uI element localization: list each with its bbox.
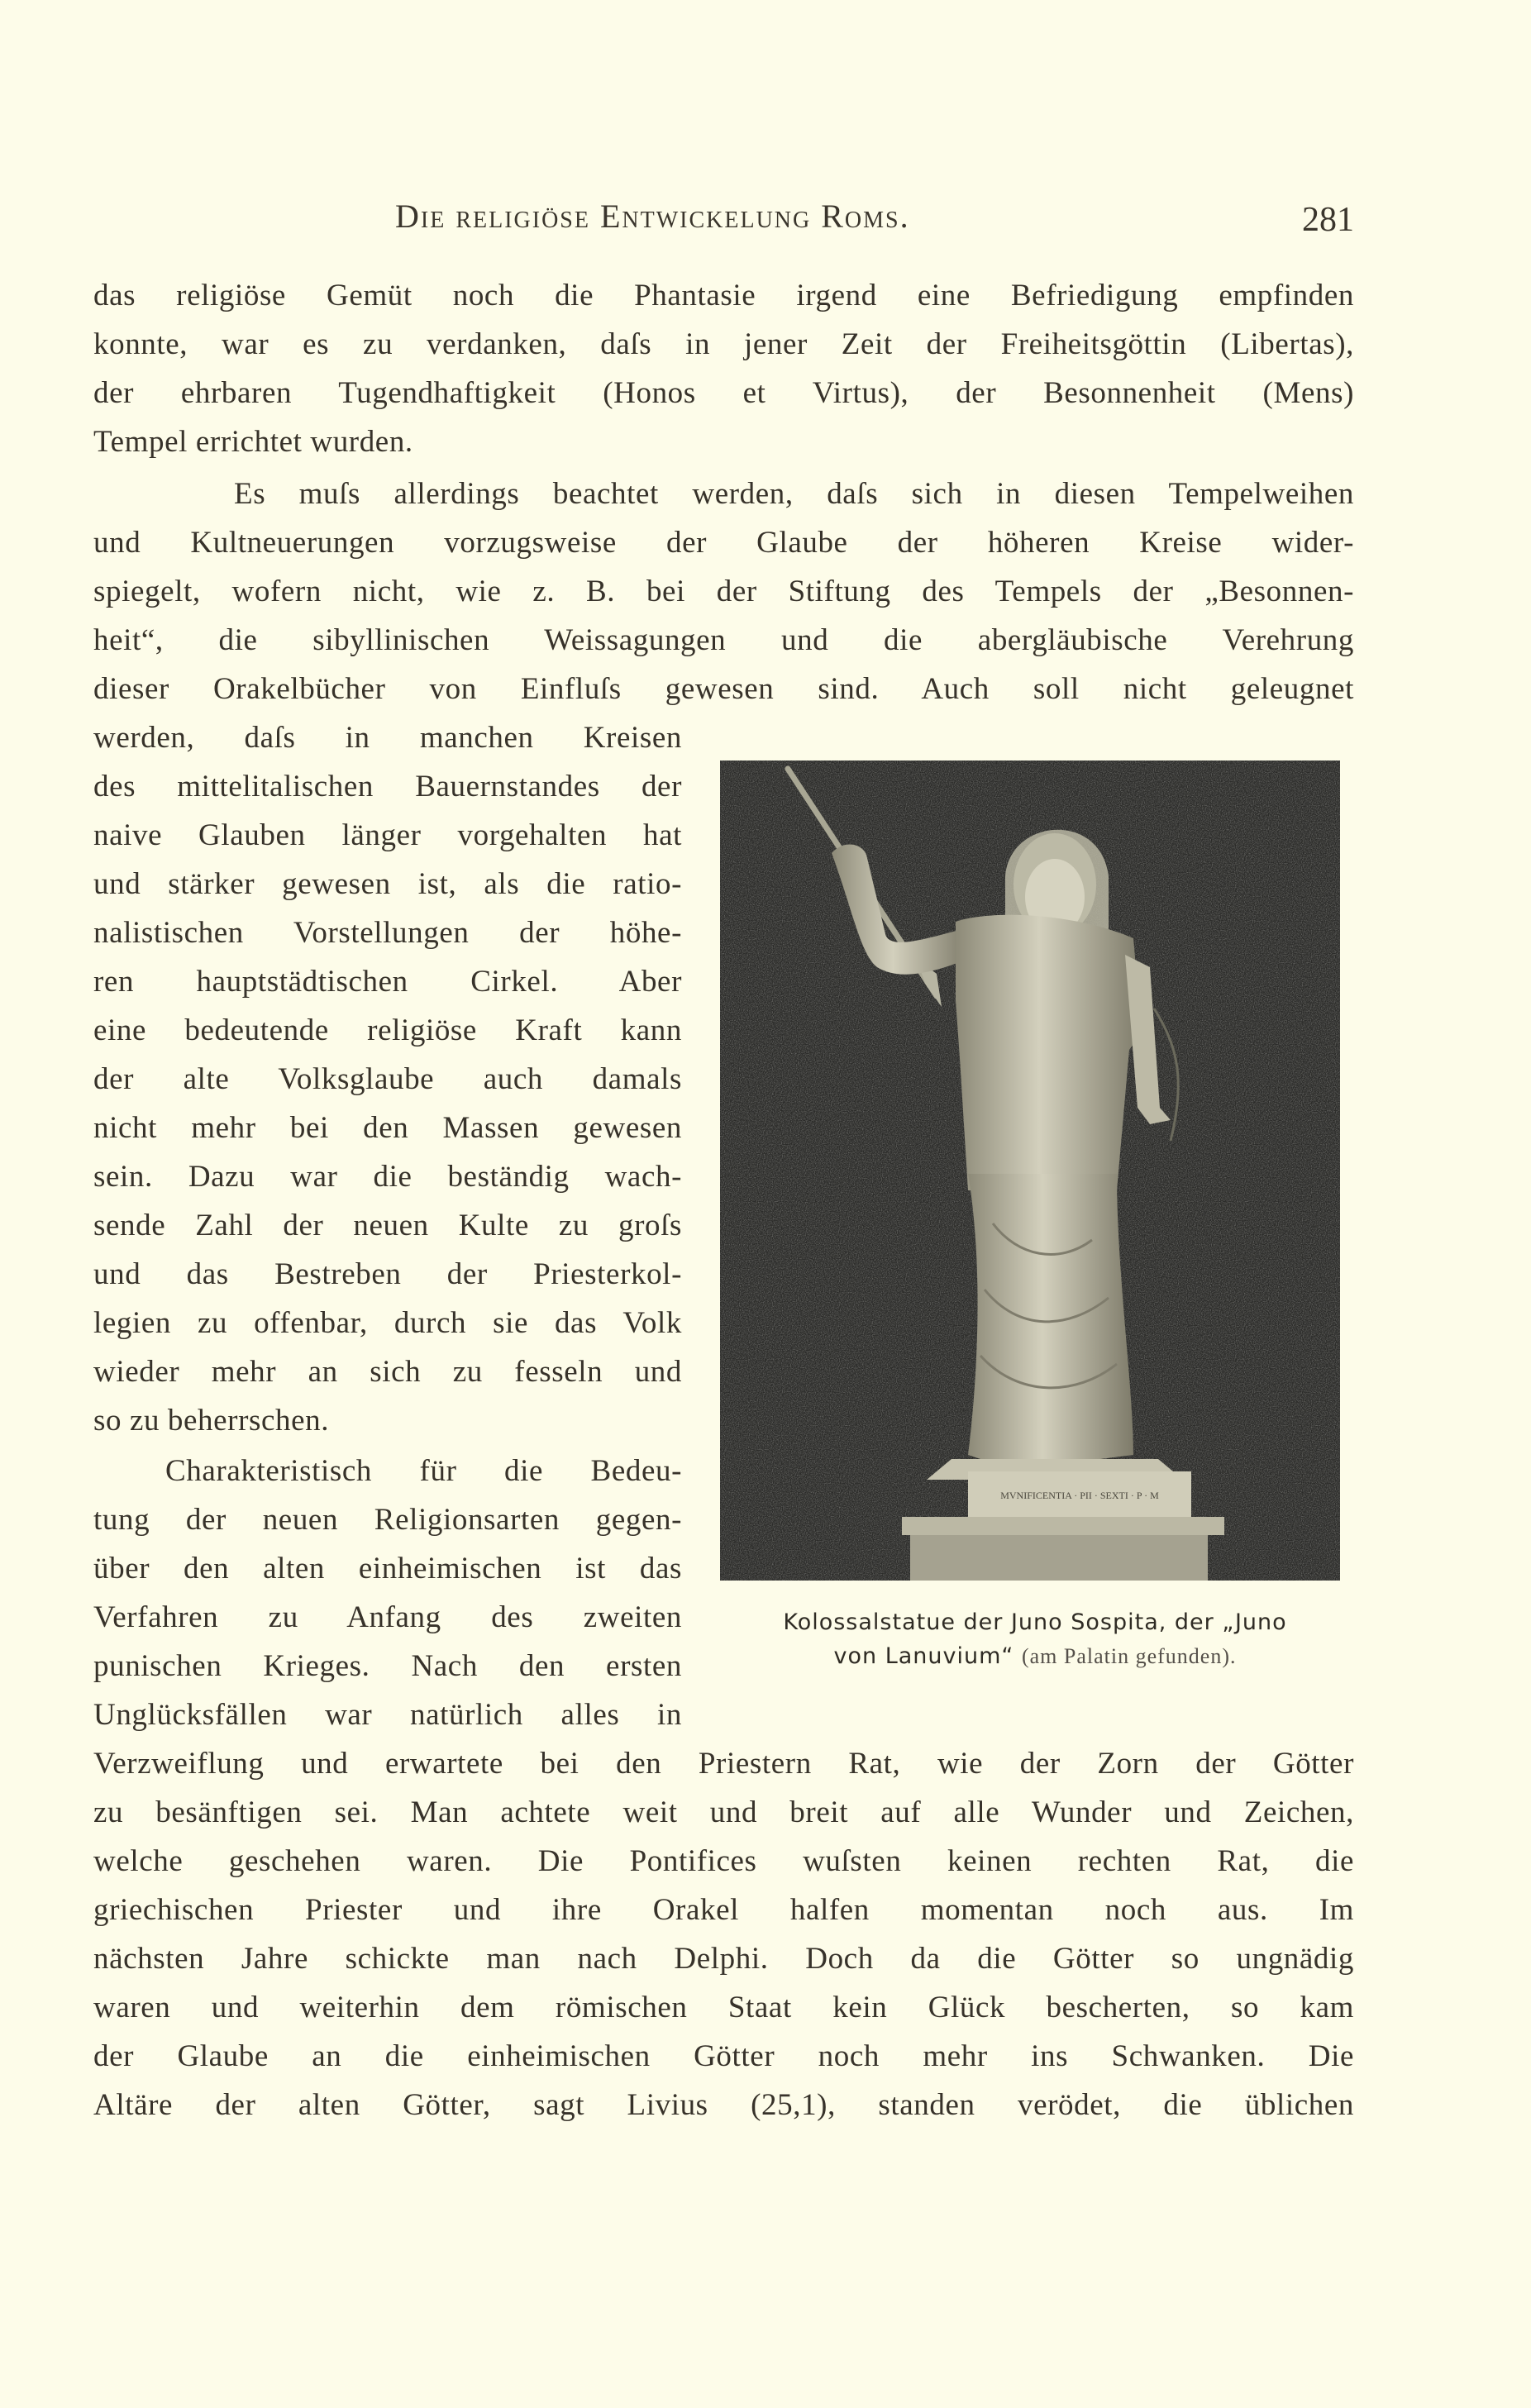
caption-main: von Lanuvium“ bbox=[833, 1643, 1022, 1669]
text-line: heit“, die sibyllinischen Weissagungen und die abergläubische Verehrung bbox=[93, 623, 1354, 657]
text-line: spiegelt, wofern nicht, wie z. B. bei der Stiftung des Tempels der „Besonnen- bbox=[93, 575, 1354, 608]
text-line: wieder mehr an sich zu fesseln und bbox=[93, 1355, 682, 1389]
caption-subnote: (am Palatin gefunden). bbox=[1021, 1644, 1237, 1668]
text-line: und stärker gewesen ist, als die ratio- bbox=[93, 867, 682, 901]
text-line: der ehrbaren Tugendhaftigkeit (Honos et Virtus), der Besonnenheit (Mens) bbox=[93, 376, 1354, 410]
text-line: Verfahren zu Anfang des zweiten bbox=[93, 1600, 682, 1634]
text-line: konnte, war es zu verdanken, daſs in jener Zeit der Freiheitsgöttin (Libertas), bbox=[93, 327, 1354, 361]
text-line: werden, daſs in manchen Kreisen bbox=[93, 721, 682, 755]
text-line: Es muſs allerdings beachtet werden, daſs sich in diesen Tempelweihen bbox=[234, 477, 1354, 511]
text-line: so zu beherrschen. bbox=[93, 1404, 330, 1438]
text-line: Altäre der alten Götter, sagt Livius (25,1), standen verödet, die üblichen bbox=[93, 2088, 1354, 2122]
text-line: welche geschehen waren. Die Pontifices wuſsten keinen rechten Rat, die bbox=[93, 1844, 1354, 1878]
text-line: des mittelitalischen Bauernstandes der bbox=[93, 770, 682, 803]
figure-caption-line-2 bbox=[713, 1643, 1357, 1669]
text-line: das religiöse Gemüt noch die Phantasie irgend eine Befriedigung empfinden bbox=[93, 279, 1354, 312]
text-line: punischen Krieges. Nach den ersten bbox=[93, 1649, 682, 1683]
pedestal-inscription: MVNIFICENTIA · PII · SEXTI · P · M bbox=[1000, 1490, 1159, 1501]
running-head-title: Die religiöse Entwickelung Roms. bbox=[395, 198, 910, 235]
text-line: waren und weiterhin dem römischen Staat kein Glück bescherten, so kam bbox=[93, 1991, 1354, 2024]
statue-torso bbox=[956, 915, 1142, 1190]
text-line: sende Zahl der neuen Kulte zu groſs bbox=[93, 1209, 682, 1242]
text-line: eine bedeutende religiöse Kraft kann bbox=[93, 1013, 682, 1047]
text-line: nicht mehr bei den Massen gewesen bbox=[93, 1111, 682, 1145]
pedestal-base-1 bbox=[902, 1517, 1224, 1535]
pedestal-base-2 bbox=[910, 1535, 1208, 1581]
page-number: 281 bbox=[1302, 201, 1354, 239]
text-line: nächsten Jahre schickte man nach Delphi. Doch da die Götter so ungnädig bbox=[93, 1942, 1354, 1976]
text-line: tung der neuen Religionsarten gegen- bbox=[93, 1503, 682, 1537]
text-line: der Glaube an die einheimischen Götter noch mehr ins Schwanken. Die bbox=[93, 2039, 1354, 2073]
text-line: über den alten einheimischen ist das bbox=[93, 1552, 682, 1585]
text-line: ren hauptstädtischen Cirkel. Aber bbox=[93, 965, 682, 999]
text-line: zu besänftigen sei. Man achtete weit und breit auf alle Wunder und Zeichen, bbox=[93, 1795, 1354, 1829]
text-line: nalistischen Vorstellungen der höhe- bbox=[93, 916, 682, 950]
text-line: naive Glauben länger vorgehalten hat bbox=[93, 818, 682, 852]
text-line: Verzweiflung und erwartete bei den Priestern Rat, wie der Zorn der Götter bbox=[93, 1747, 1354, 1781]
text-line: sein. Dazu war die beständig wach- bbox=[93, 1160, 682, 1194]
running-head bbox=[395, 197, 1354, 246]
text-line: legien zu offenbar, durch sie das Volk bbox=[93, 1306, 682, 1340]
statue-photograph bbox=[720, 761, 1340, 1581]
text-line: Unglücksfällen war natürlich alles in bbox=[93, 1698, 682, 1732]
figure-caption-line-1: Kolossalstatue der Juno Sospita, der „Juno bbox=[783, 1609, 1287, 1635]
text-line: der alte Volksglaube auch damals bbox=[93, 1062, 682, 1096]
text-line: dieser Orakelbücher von Einfluſs gewesen sind. Auch soll nicht geleugnet bbox=[93, 672, 1354, 706]
text-line: und das Bestreben der Priesterkol- bbox=[93, 1257, 682, 1291]
text-line: Charakteristisch für die Bedeu- bbox=[165, 1454, 682, 1488]
text-line: Tempel errichtet wurden. bbox=[93, 425, 413, 459]
text-line: und Kultneuerungen vorzugsweise der Glaube der höheren Kreise wider- bbox=[93, 526, 1354, 560]
text-line: griechischen Priester und ihre Orakel halfen momentan noch aus. Im bbox=[93, 1893, 1354, 1927]
statue-illustration bbox=[720, 761, 1340, 1581]
